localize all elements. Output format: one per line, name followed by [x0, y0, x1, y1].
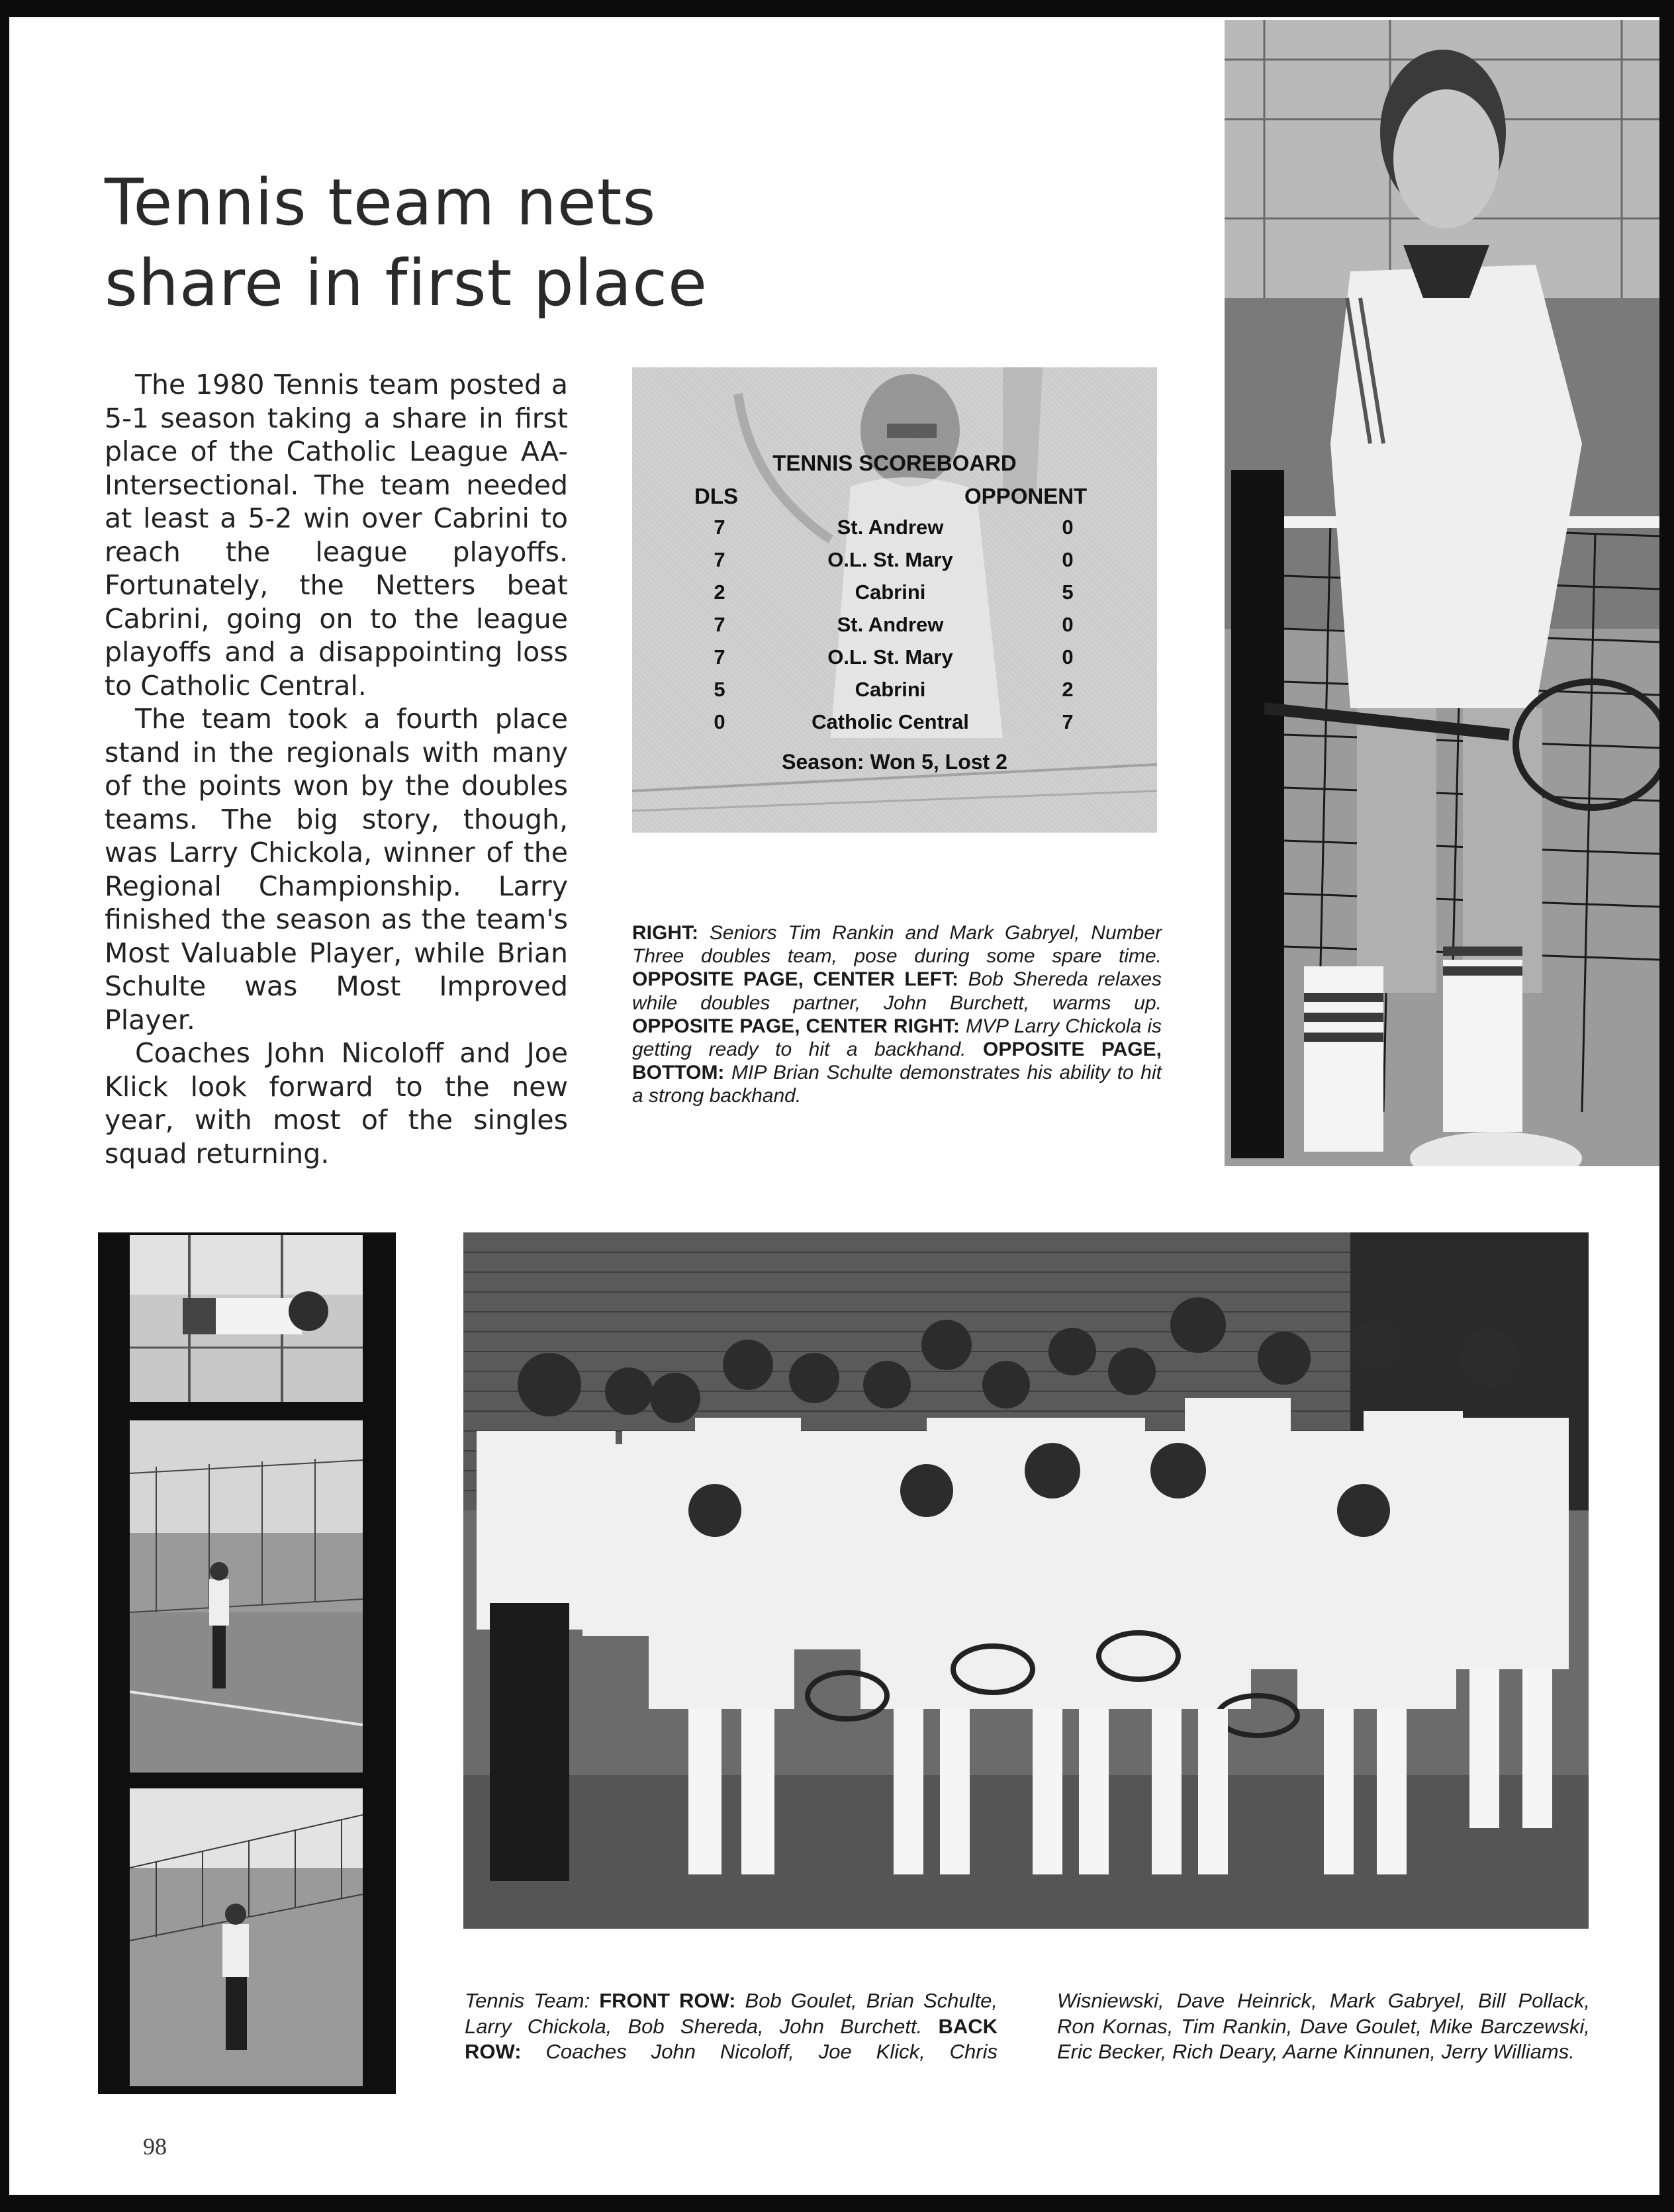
- team-photo-caption: [465, 1988, 1590, 2065]
- dls-score: 2: [714, 580, 725, 604]
- story-paragraph: The team took a fourth place stand in the regionals with many of the points won by the doubles teams. The big story, though, was Larry Chickola, winner of the Regional Championship. Larry finished the season as the team's Most Valuable Player, while Brian Schulte was Most Improved Player.: [105, 703, 568, 1036]
- opponent-name: O.L. St. Mary: [827, 548, 953, 571]
- team-group-photo: [463, 1232, 1589, 1929]
- opponent-name: St. Andrew: [837, 613, 944, 636]
- opponent-score: 0: [1062, 548, 1074, 571]
- opponent-name: Cabrini: [855, 580, 926, 604]
- scoreboard-row: [632, 645, 1157, 678]
- caption-text: Bob Shereda relaxes while doubles partner, John Burchett, warms up.: [632, 968, 1162, 1014]
- strip-photo-bottom: [130, 1788, 363, 2086]
- scan-border-top: [0, 0, 1674, 17]
- dls-score: 7: [714, 613, 725, 636]
- scoreboard-row: [632, 710, 1157, 743]
- dls-score: 7: [714, 548, 725, 571]
- scoreboard-title: TENNIS SCOREBOARD: [772, 451, 1017, 475]
- scoreboard-column-dls: DLS: [694, 484, 738, 508]
- scan-border-left: [0, 0, 9, 2212]
- caption-intro: Tennis Team:: [465, 1989, 600, 2012]
- caption-text: Seniors Tim Rankin and Mark Gabryel, Number Three doubles team, pose during some spare time.: [632, 922, 1162, 968]
- caption-label: OPPOSITE PAGE, CENTER LEFT:: [632, 968, 958, 991]
- headline-line-2: share in first place: [105, 246, 708, 320]
- scan-border-right: [1659, 0, 1674, 2212]
- strip-image-middle: [130, 1420, 363, 1773]
- front-row-label: FRONT ROW:: [599, 1989, 736, 2012]
- scoreboard-photo: [632, 367, 1157, 833]
- story-paragraph: The 1980 Tennis team posted a 5-1 season taking a share in first place of the Catholic League AA-Intersectional. The team needed at least a 5-2 win over Cabrini to reach the league playoffs. Fortunately, the Netters beat Cabrini, going on to the league playoffs and a disappointing loss to Catholic Central.: [105, 369, 568, 702]
- strip-image-top: [130, 1235, 363, 1402]
- scoreboard-rows: [632, 516, 1157, 743]
- strip-photo-top: [130, 1235, 363, 1402]
- opponent-score: 2: [1062, 678, 1074, 701]
- photo-caption-right: [632, 921, 1162, 1108]
- scan-border-bottom: [0, 2195, 1674, 2212]
- scoreboard-season-record: Season: Won 5, Lost 2: [782, 750, 1007, 774]
- story-paragraph: Coaches John Nicoloff and Joe Klick look forward to the new year, with most of the singles squad returning.: [105, 1037, 568, 1170]
- opponent-score: 0: [1062, 516, 1074, 539]
- dls-score: 5: [714, 678, 725, 701]
- opponent-name: Catholic Central: [812, 710, 969, 733]
- caption-text: MIP Brian Schulte demonstrates his ability to hit a strong backhand.: [632, 1062, 1162, 1107]
- strip-image-bottom: [130, 1788, 363, 2086]
- opponent-name: O.L. St. Mary: [827, 645, 953, 668]
- front-row-names: Bob Goulet, Brian Schulte, Larry Chickola, Bob Shereda, John Burchett.: [465, 1989, 998, 2038]
- scoreboard-row: [632, 516, 1157, 548]
- dls-score: 7: [714, 516, 725, 539]
- caption-text: MVP Larry Chickola is getting ready to hit a backhand.: [632, 1015, 1162, 1061]
- team-image: [463, 1232, 1589, 1929]
- back-row-names: Coaches John Nicoloff, Joe Klick, Chris Wisniewski, Dave Heinrick, Mark Gabryel, Bill Pollack, Ron Kornas, Tim Rankin, Dave Goulet, Mike Barczewski, Eric Becker, Rich Deary, Aarne Kinnunen, Jerry Williams.: [521, 1989, 1590, 2063]
- opponent-score: 7: [1062, 710, 1074, 733]
- caption-label: OPPOSITE PAGE, CENTER RIGHT:: [632, 1015, 960, 1037]
- scoreboard-row: [632, 580, 1157, 613]
- opponent-score: 5: [1062, 580, 1074, 604]
- opponent-name: Cabrini: [855, 678, 926, 701]
- opponent-name: St. Andrew: [837, 516, 944, 539]
- page-headline: [105, 162, 740, 324]
- caption-label: OPPOSITE PAGE, BOTTOM:: [632, 1038, 1162, 1084]
- scoreboard-row: [632, 548, 1157, 580]
- scoreboard-row: [632, 678, 1157, 710]
- caption-label: RIGHT:: [632, 922, 698, 944]
- headline-line-1: Tennis team nets: [105, 165, 657, 240]
- film-strip: [98, 1232, 396, 2094]
- player-with-racket-photo: [1225, 20, 1659, 1166]
- dls-score: 7: [714, 645, 725, 668]
- scoreboard-column-opponent: OPPONENT: [964, 484, 1088, 508]
- page-number: 98: [143, 2133, 167, 2160]
- dls-score: 0: [714, 710, 725, 733]
- player-image: [1225, 20, 1659, 1166]
- back-row-label: BACK ROW:: [465, 2014, 998, 2063]
- scoreboard-row: [632, 613, 1157, 645]
- opponent-score: 0: [1062, 613, 1074, 636]
- opponent-score: 0: [1062, 645, 1074, 668]
- story-body: [105, 368, 568, 1170]
- strip-photo-middle: [130, 1420, 363, 1773]
